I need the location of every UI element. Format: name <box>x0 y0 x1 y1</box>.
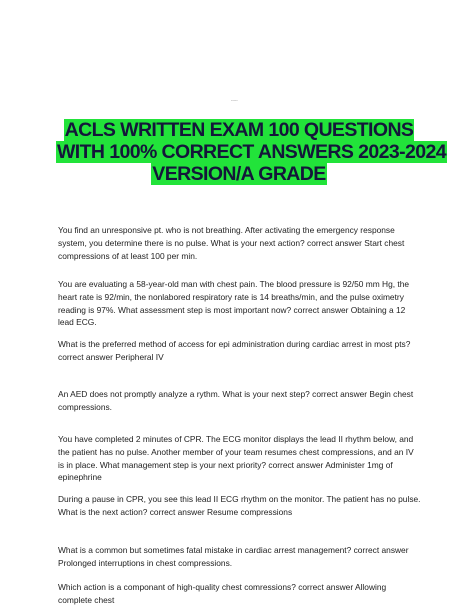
answer-text: correct answer Begin chest compressions. <box>58 389 414 412</box>
question-text: What is the preferred method of access for epi administration during cardiac arrest in most pts? <box>58 339 411 349</box>
question-text: What is a common but sometimes fatal mistake in cardiac arrest management? <box>58 545 352 555</box>
title-line-2: WITH 100% CORRECT ANSWERS 2023-2024 <box>57 141 446 163</box>
qa-item-3 <box>58 338 422 364</box>
document-title <box>56 119 446 185</box>
qa-item-6 <box>58 493 422 519</box>
qa-item-8 <box>58 581 422 607</box>
question-text: You find an unresponsive pt. who is not breathing. After activating the emergency response system, you determine there is no pulse. What is your next action? <box>58 225 395 248</box>
title-line-3: VERSION/A GRADE <box>152 163 326 185</box>
qa-item-5 <box>58 433 422 484</box>
title-line-1: ACLS WRITTEN EXAM 100 QUESTIONS <box>64 119 414 141</box>
answer-text: correct answer Administer 1mg of epinephrine <box>58 459 393 483</box>
answer-text: correct answer Prolonged interruptions in chest compressions. <box>58 545 409 568</box>
answer-text: correct answer Resume compressions <box>149 506 293 517</box>
question-text: You are evaluating a 58-year-old man with chest pain. The blood pressure is 92/50 mm Hg, the heart rate is 92/min, the nonlabored respiratory rate is 14 breaths/min, and the pulse oximetry reading is 97%. What assessment step is most important now? <box>58 279 410 315</box>
qa-item-1 <box>58 224 422 262</box>
answer-text: correct answer Allowing complete chest <box>58 582 387 605</box>
question-text: During a pause in CPR, you see this lead II ECG rhythm on the monitor. The patient has no pulse. What is the next action? <box>58 494 421 517</box>
answer-text: correct answer Peripheral IV <box>58 351 164 362</box>
answer-text: correct answer Obtaining a 12 lead ECG. <box>58 304 406 328</box>
qa-item-7 <box>58 544 422 570</box>
answer-text: correct answer Start chest compressions of at least 100 per min. <box>58 237 405 261</box>
question-text: You have completed 2 minutes of CPR. The ECG monitor displays the lead II rhythm below, and the patient has no pulse. Another member of your team resumes chest compressions, and an IV is in place. What management step is your next priority? <box>58 434 414 470</box>
header-mark: ----- <box>231 97 238 102</box>
question-text: Which action is a componant of high-quality chest comressions? <box>58 582 296 592</box>
qa-item-4 <box>58 388 422 414</box>
qa-item-2 <box>58 278 422 329</box>
question-text: An AED does not promptly analyze a rythm. What is your next step? <box>58 389 310 399</box>
